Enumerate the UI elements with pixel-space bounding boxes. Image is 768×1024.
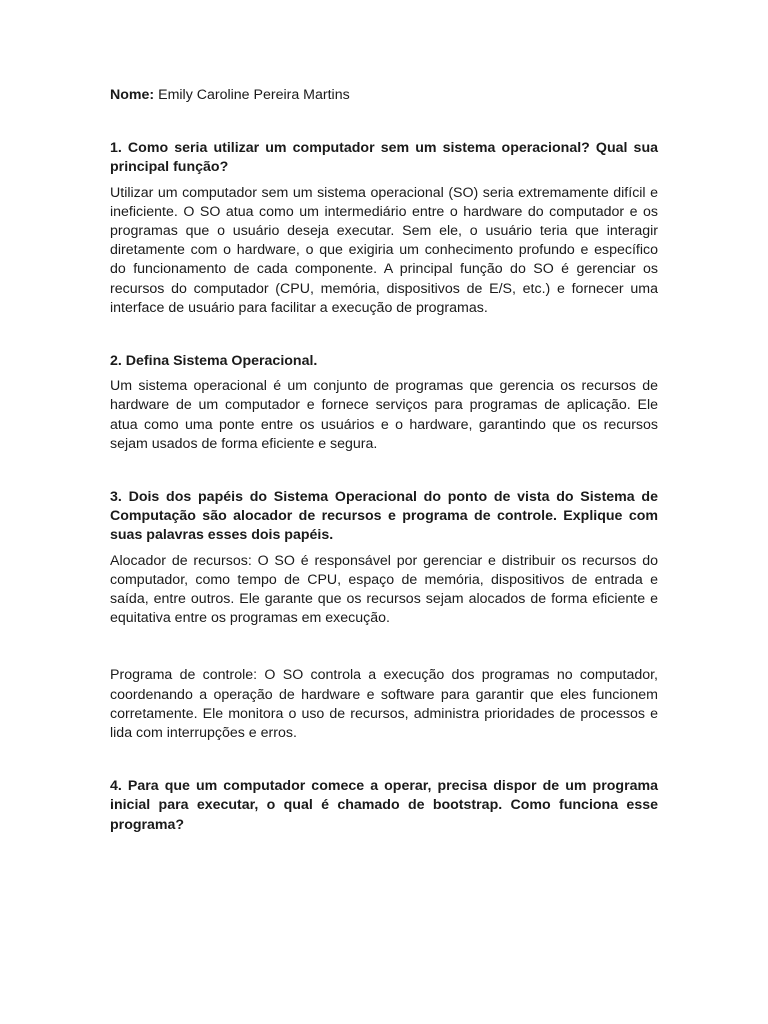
name-label: Nome:: [110, 87, 155, 103]
answer-1-paragraph: Utilizar um computador sem um sistema operacional (SO) seria extremamente difícil e ineficiente. O SO atua como um intermediário entre o hardware do computador e os programas que o usuário deseja executar. Sem ele, o usuário teria que interagir diretamente com o hardware, o que exigiria um conhecimento profundo e específico do funcionamento de cada componente. A principal função do SO é gerenciar os recursos do computador (CPU, memória, dispositivos de E/S, etc.) e fornecer uma interface de usuário para facilitar a execução de programas.: [110, 184, 658, 316]
student-name-line: [110, 86, 658, 105]
answer-3-paragraph-control-program: Programa de controle: O SO controla a execução dos programas no computador, coordenando a operação de hardware e software para garantir que eles funcionem corretamente. Ele monitora o uso de recursos, administra prioridades de processos e lida com interrupções e erros.: [110, 667, 658, 742]
question-section-3: [110, 488, 658, 743]
question-1-heading: 1. Como seria utilizar um computador sem um sistema operacional? Qual sua principal função?: [110, 140, 658, 176]
question-4-heading: 4. Para que um computador comece a operar, precisa dispor de um programa inicial para executar, o qual é chamado de bootstrap. Como funciona esse programa?: [110, 778, 658, 833]
student-name: Emily Caroline Pereira Martins: [158, 87, 350, 103]
question-3-heading: 3. Dois dos papéis do Sistema Operacional do ponto de vista do Sistema de Computação são alocador de recursos e programa de controle. Explique com suas palavras esses dois papéis.: [110, 489, 658, 544]
document-page: [110, 86, 658, 869]
question-section-1: [110, 139, 658, 318]
question-section-4: [110, 777, 658, 835]
answer-3-paragraph-resource-allocator: Alocador de recursos: O SO é responsável por gerenciar e distribuir os recursos do computador, como tempo de CPU, espaço de memória, dispositivos de entrada e saída, entre outros. Ele garante que os recursos sejam alocados de forma eficiente e equitativa entre os programas em execução.: [110, 552, 658, 627]
question-2-heading: 2. Defina Sistema Operacional.: [110, 353, 318, 370]
question-section-2: [110, 352, 658, 454]
paragraph-gap: [110, 628, 658, 666]
answer-2-paragraph: Um sistema operacional é um conjunto de programas que gerencia os recursos de hardware de um computador e fornece serviços para programas de aplicação. Ele atua como uma ponte entre os usuários e o hardware, garantindo que os recursos sejam usados de forma eficiente e segura.: [110, 378, 658, 452]
